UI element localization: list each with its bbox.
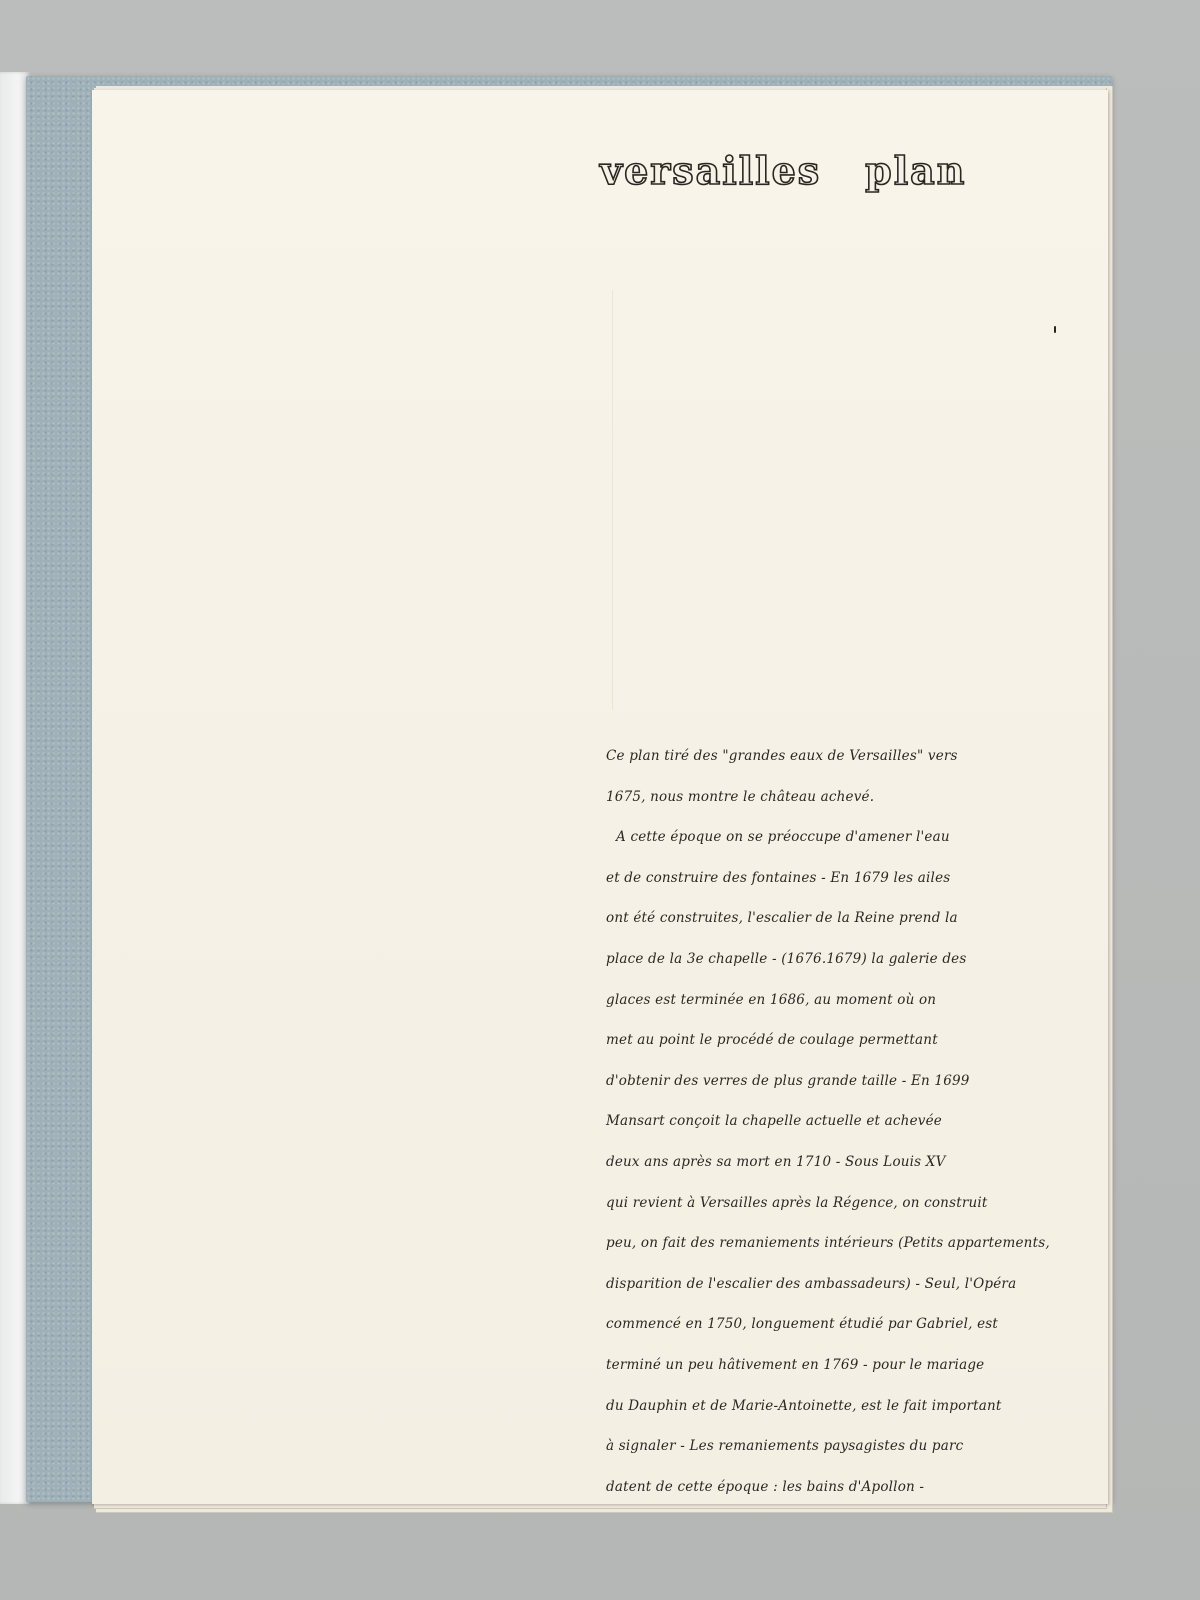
handwritten-line: place de la 3e chapelle - (1676.1679) la galerie des (606, 950, 967, 967)
handwritten-line: peu, on fait des remaniements intérieurs (Petits appartements, (606, 1235, 1050, 1252)
paper-crease (612, 290, 613, 710)
handwritten-text-block (606, 736, 1096, 1507)
handwritten-line: 1675, nous montre le château achevé. (606, 788, 875, 805)
handwritten-line: qui revient à Versailles après la Régence, on construit (606, 1194, 988, 1211)
ink-mark (1054, 326, 1056, 333)
handwritten-line: du Dauphin et de Marie-Antoinette, est le fait important (606, 1397, 1002, 1414)
handwritten-line: deux ans après sa mort en 1710 - Sous Louis XV (606, 1153, 946, 1170)
handwritten-line: Mansart conçoit la chapelle actuelle et achevée (606, 1113, 942, 1130)
handwritten-line: ont été construites, l'escalier de la Reine prend la (606, 910, 958, 927)
handwritten-line: datent de cette époque : les bains d'Apollon - (606, 1478, 925, 1495)
handwritten-line: d'obtenir des verres de plus grande taille - En 1699 (606, 1072, 970, 1089)
handwritten-line: A cette époque on se préoccupe d'amener l'eau (616, 829, 950, 846)
handwritten-line: Ce plan tiré des "grandes eaux de Versailles" vers (606, 748, 958, 764)
handwritten-line: commencé en 1750, longuement étudié par Gabriel, est (606, 1316, 999, 1333)
handwritten-line: disparition de l'escalier des ambassadeurs) - Seul, l'Opéra (606, 1275, 1017, 1292)
title-word-plan: plan (865, 148, 967, 193)
title-word-versailles: versailles (600, 148, 822, 193)
page-title (600, 148, 1100, 193)
handwritten-line: terminé un peu hâtivement en 1769 - pour le mariage (606, 1356, 985, 1373)
handwritten-line: met au point le procédé de coulage permettant (606, 1032, 938, 1049)
handwritten-line: et de construire des fontaines - En 1679 les ailes (606, 869, 951, 886)
handwritten-line: à signaler - Les remaniements paysagistes du parc (606, 1438, 964, 1455)
handwritten-line: glaces est terminée en 1686, au moment où on (606, 991, 937, 1008)
